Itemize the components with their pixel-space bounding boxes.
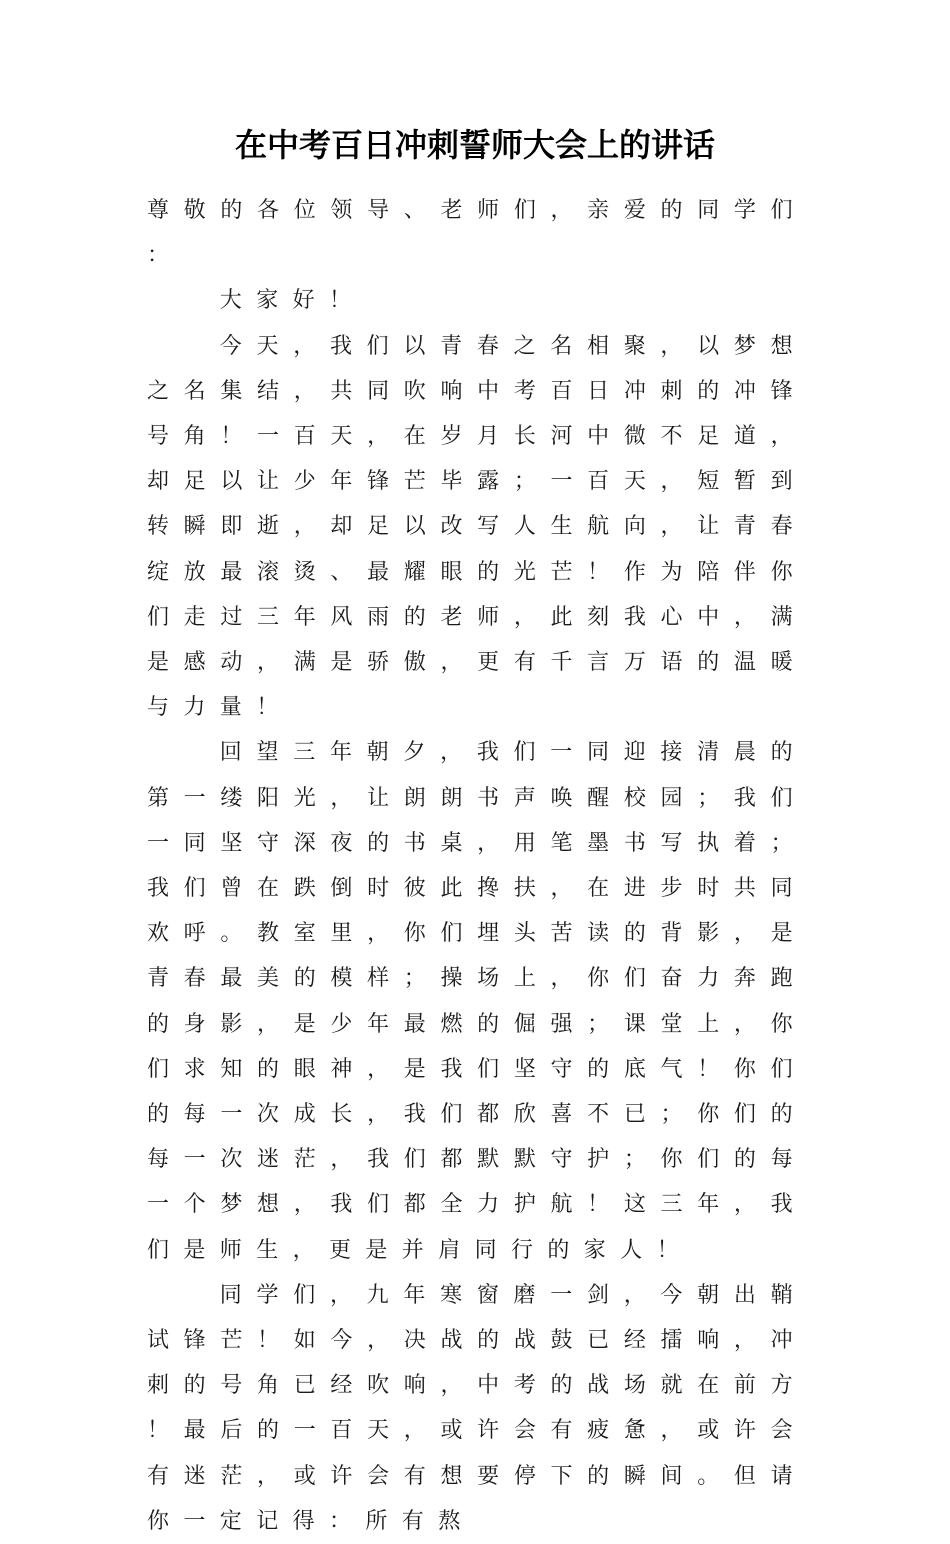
body-paragraph-1: 今天，我们以青春之名相聚，以梦想之名集结，共同吹响中考百日冲刺的冲锋号角！一百天，在岁月长河中微不足道，却足以让少年锋芒毕露；一百天，短暂到转瞬即逝，却足以改写人生航向，让青春绽放最滚烫、最耀眼的光芒！作为陪伴你们走过三年风雨的老师，此刻我心中，满是感动，满是骄傲，更有千言万语的温暖与力量！	[147, 333, 807, 721]
greeting-paragraph: 大家好！	[219, 288, 366, 314]
document-title: 在中考百日冲刺誓师大会上的讲话	[234, 126, 715, 164]
body-paragraph-3: 同学们，九年寒窗磨一剑，今朝出鞘试锋芒！如今，决战的战鼓已经擂响，冲刺的号角已经吹响，中考的战场就在前方！最后的一百天，或许会有疲惫，或许会有迷茫，或许会有想要停下的瞬间。但请你一定记得：所有熬	[147, 1282, 807, 1534]
document-body	[147, 188, 807, 1544]
salutation: 尊敬的各位领导、老师们，亲爱的同学们：	[147, 198, 807, 269]
body-paragraph-2: 回望三年朝夕，我们一同迎接清晨的第一缕阳光，让朗朗书声唤醒校园；我们一同坚守深夜的书桌，用笔墨书写执着；我们曾在跌倒时彼此搀扶，在进步时共同欢呼。教室里，你们埋头苦读的背影，是青春最美的模样；操场上，你们奋力奔跑的身影，是少年最燃的倔强；课堂上，你们求知的眼神，是我们坚守的底气！你们的每一次成长，我们都欣喜不已；你们的每一次迷茫，我们都默默守护；你们的每一个梦想，我们都全力护航！这三年，我们是师生，更是并肩同行的家人！	[147, 740, 807, 1263]
